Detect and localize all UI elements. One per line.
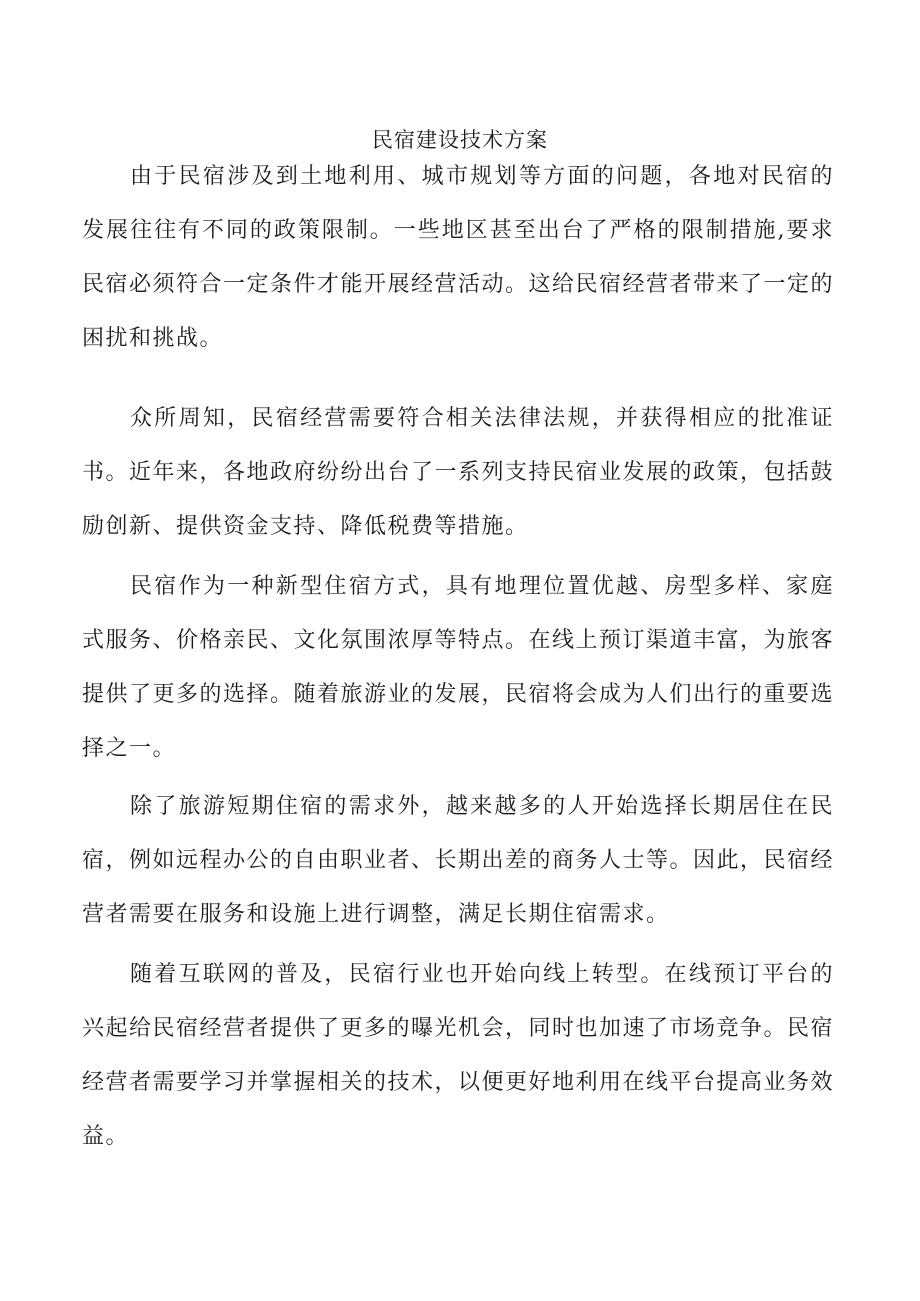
paragraph-3: 民宿作为一种新型住宿方式，具有地理位置优越、房型多样、家庭式服务、价格亲民、文化氛围浓厚等特点。在线上预订渠道丰富，为旅客提供了更多的选择。随着旅游业的发展，民宿将会成为人们出行的重要选择之一。 bbox=[82, 574, 835, 761]
paragraph-2: 众所周知，民宿经营需要符合相关法律法规，并获得相应的批准证书。近年来，各地政府纷纷出台了一系列支持民宿业发展的政策，包括鼓励创新、提供资金支持、降低税费等措施。 bbox=[82, 406, 835, 539]
paragraph-4: 除了旅游短期住宿的需求外，越来越多的人开始选择长期居住在民宿，例如远程办公的自由职业者、长期出差的商务人士等。因此，民宿经营者需要在服务和设施上进行调整，满足长期住宿需求。 bbox=[82, 794, 835, 927]
page-title: 民宿建设技术方案 bbox=[372, 128, 548, 152]
paragraph-5: 随着互联网的普及，民宿行业也开始向线上转型。在线预订平台的兴起给民宿经营者提供了更多的曝光机会，同时也加速了市场竞争。民宿经营者需要学习并掌握相关的技术，以便更好地利用在线平台提高业务效益。 bbox=[82, 962, 835, 1149]
paragraph-1: 由于民宿涉及到土地利用、城市规划等方面的问题，各地对民宿的发展往往有不同的政策限制。一些地区甚至出台了严格的限制措施,要求民宿必须符合一定条件才能开展经营活动。这给民宿经营者带来了一定的困扰和挑战。 bbox=[82, 164, 835, 351]
